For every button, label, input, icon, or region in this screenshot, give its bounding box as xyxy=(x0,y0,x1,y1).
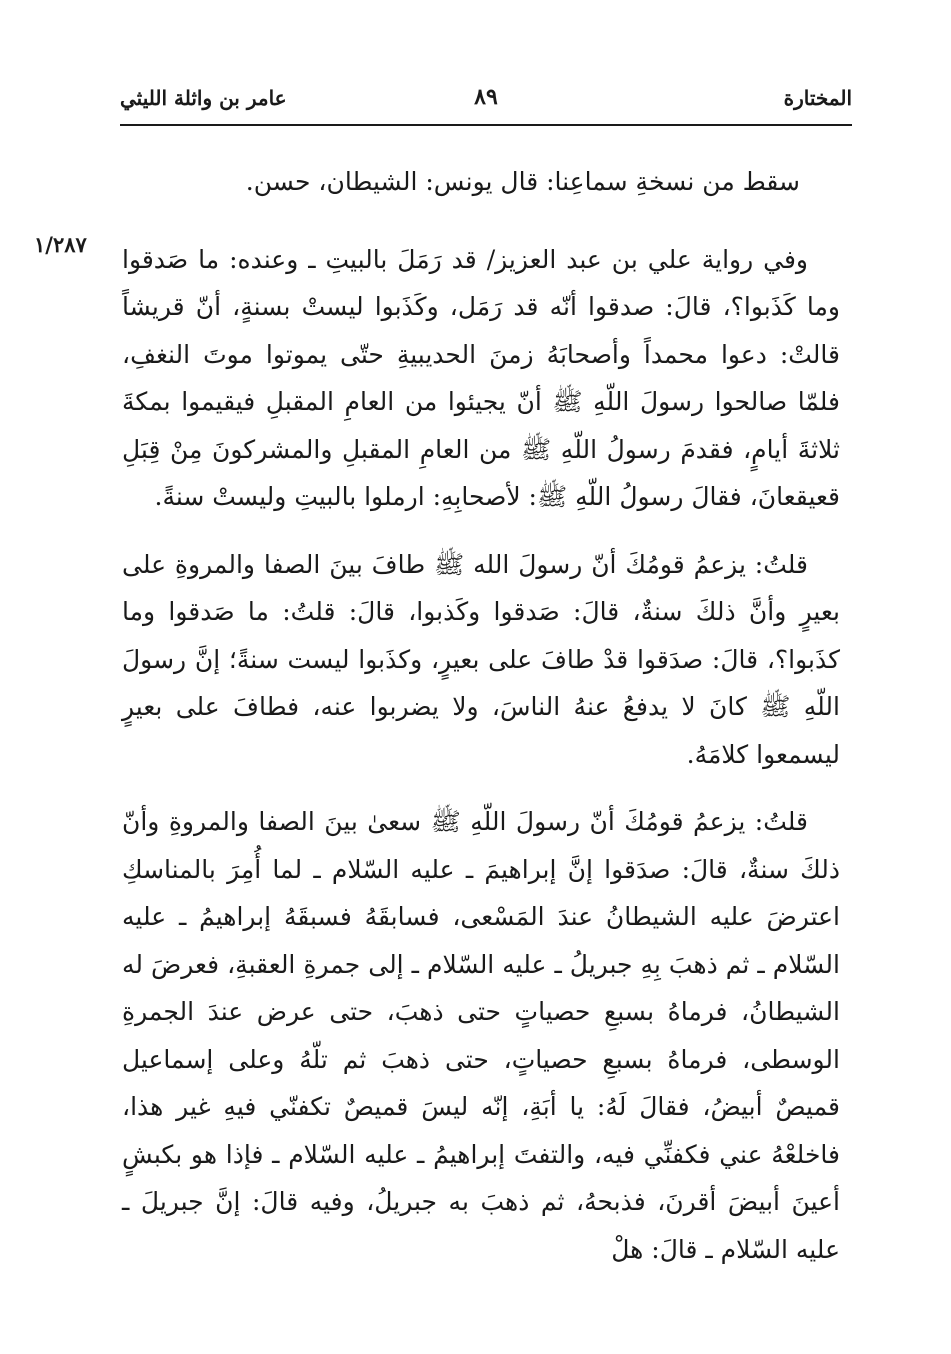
chapter-title: عامر بن واثلة الليثي xyxy=(120,86,287,110)
page-number: ٨٩ xyxy=(474,84,498,110)
paragraph: وفي رواية علي بن عبد العزيز/ قد رَمَلَ بالبيتِ ـ وعنده: ما صَدقوا وما كَذَبوا؟، قالَ: صدقوا أنّه قد رَمَل، وكَذَبوا ليستْ بسنةٍ، أنّ قريشاً قالتْ: دعوا محمداً وأصحابَهُ زمنَ الحديبيةِ حتّى يموتوا موتَ النغفِ، فلمّا صالحوا رسولَ اللّهِ ﷺ أنّ يجيئوا من العامِ المقبلِ فيقيموا بمكةَ ثلاثةَ أيامٍ، فقدمَ رسولُ اللّهِ ﷺ من العامِ المقبلِ والمشركونَ مِنْ قِبَلِ قعيقعانَ، فقالَ رسولُ اللّهِ ﷺ: لأصحابِهِ: ارملوا بالبيتِ وليستْ سنةً. xyxy=(122,244,840,511)
folio-margin-note: ١/٢٨٧ xyxy=(34,232,87,257)
paragraph: قلتُ: يزعمُ قومُكَ أنّ رسولَ الله ﷺ طافَ بينَ الصفا والمروةِ على بعيرٍ وأنَّ ذلكَ سنةٌ، قالَ: صَدقوا وكَذبوا، قالَ: قلتُ: ما صَدقوا وما كذَبوا؟، قالَ: صدَقوا قدْ طافَ على بعيرٍ، وكذَبوا ليست سنةً؛ إنَّ رسولَ اللّهِ ﷺ كانَ لا يدفعُ عنهُ الناسَ، ولا يضربوا عنه، فطافَ على بعيرٍ ليسمعوا كلامَهُ. xyxy=(122,549,840,769)
body-text xyxy=(122,158,840,1273)
header-divider xyxy=(120,124,852,126)
book-title: المختارة xyxy=(783,86,852,110)
paragraph-footnote-line: سقط من نسخةِ سماعِنا: قال يونس: الشيطان، حسن. xyxy=(245,167,800,196)
running-header xyxy=(120,78,852,118)
paragraph: قلتُ: يزعمُ قومُكَ أنّ رسولَ اللّهِ ﷺ سعىٰ بينَ الصفا والمروةِ وأنّ ذلكَ سنةٌ، قالَ: صدَقوا إنَّ إبراهيمَ ـ عليه السّلام ـ لما أُمِرَ بالمناسكِ اعترضَ عليه الشيطانُ عندَ المَسْعى، فسابقَهُ فسبقَهُ إبراهيمُ ـ عليه السّلام ـ ثم ذهبَ بِهِ جبريلُ ـ عليه السّلام ـ إلى جمرةِ العقبةِ، فعرضَ له الشيطانُ، فرماهُ بسبعِ حصياتٍ حتى ذهبَ، حتى عرض عندَ الجمرةِ الوسطى، فرماهُ بسبعِ حصياتٍ، حتى ذهبَ ثم تلّهُ وعلى إسماعيل قميصٌ أبيضُ، فقالَ لَهُ: يا أبَةِ، إنّه ليسَ قميصٌ تكفنّي فيهِ غير هذا، فاخلعْهُ عني فكفنِّي فيه، والتفتَ إبراهيمُ ـ عليه السّلام ـ فإذا هو بكبشٍ أعينَ أبيضَ أقرنَ، فذبحهُ، ثم ذهبَ به جبريلُ، وفيه قالَ: إنَّ جبريلَ ـ عليه السّلام ـ قالَ: هلْ xyxy=(122,807,840,1264)
